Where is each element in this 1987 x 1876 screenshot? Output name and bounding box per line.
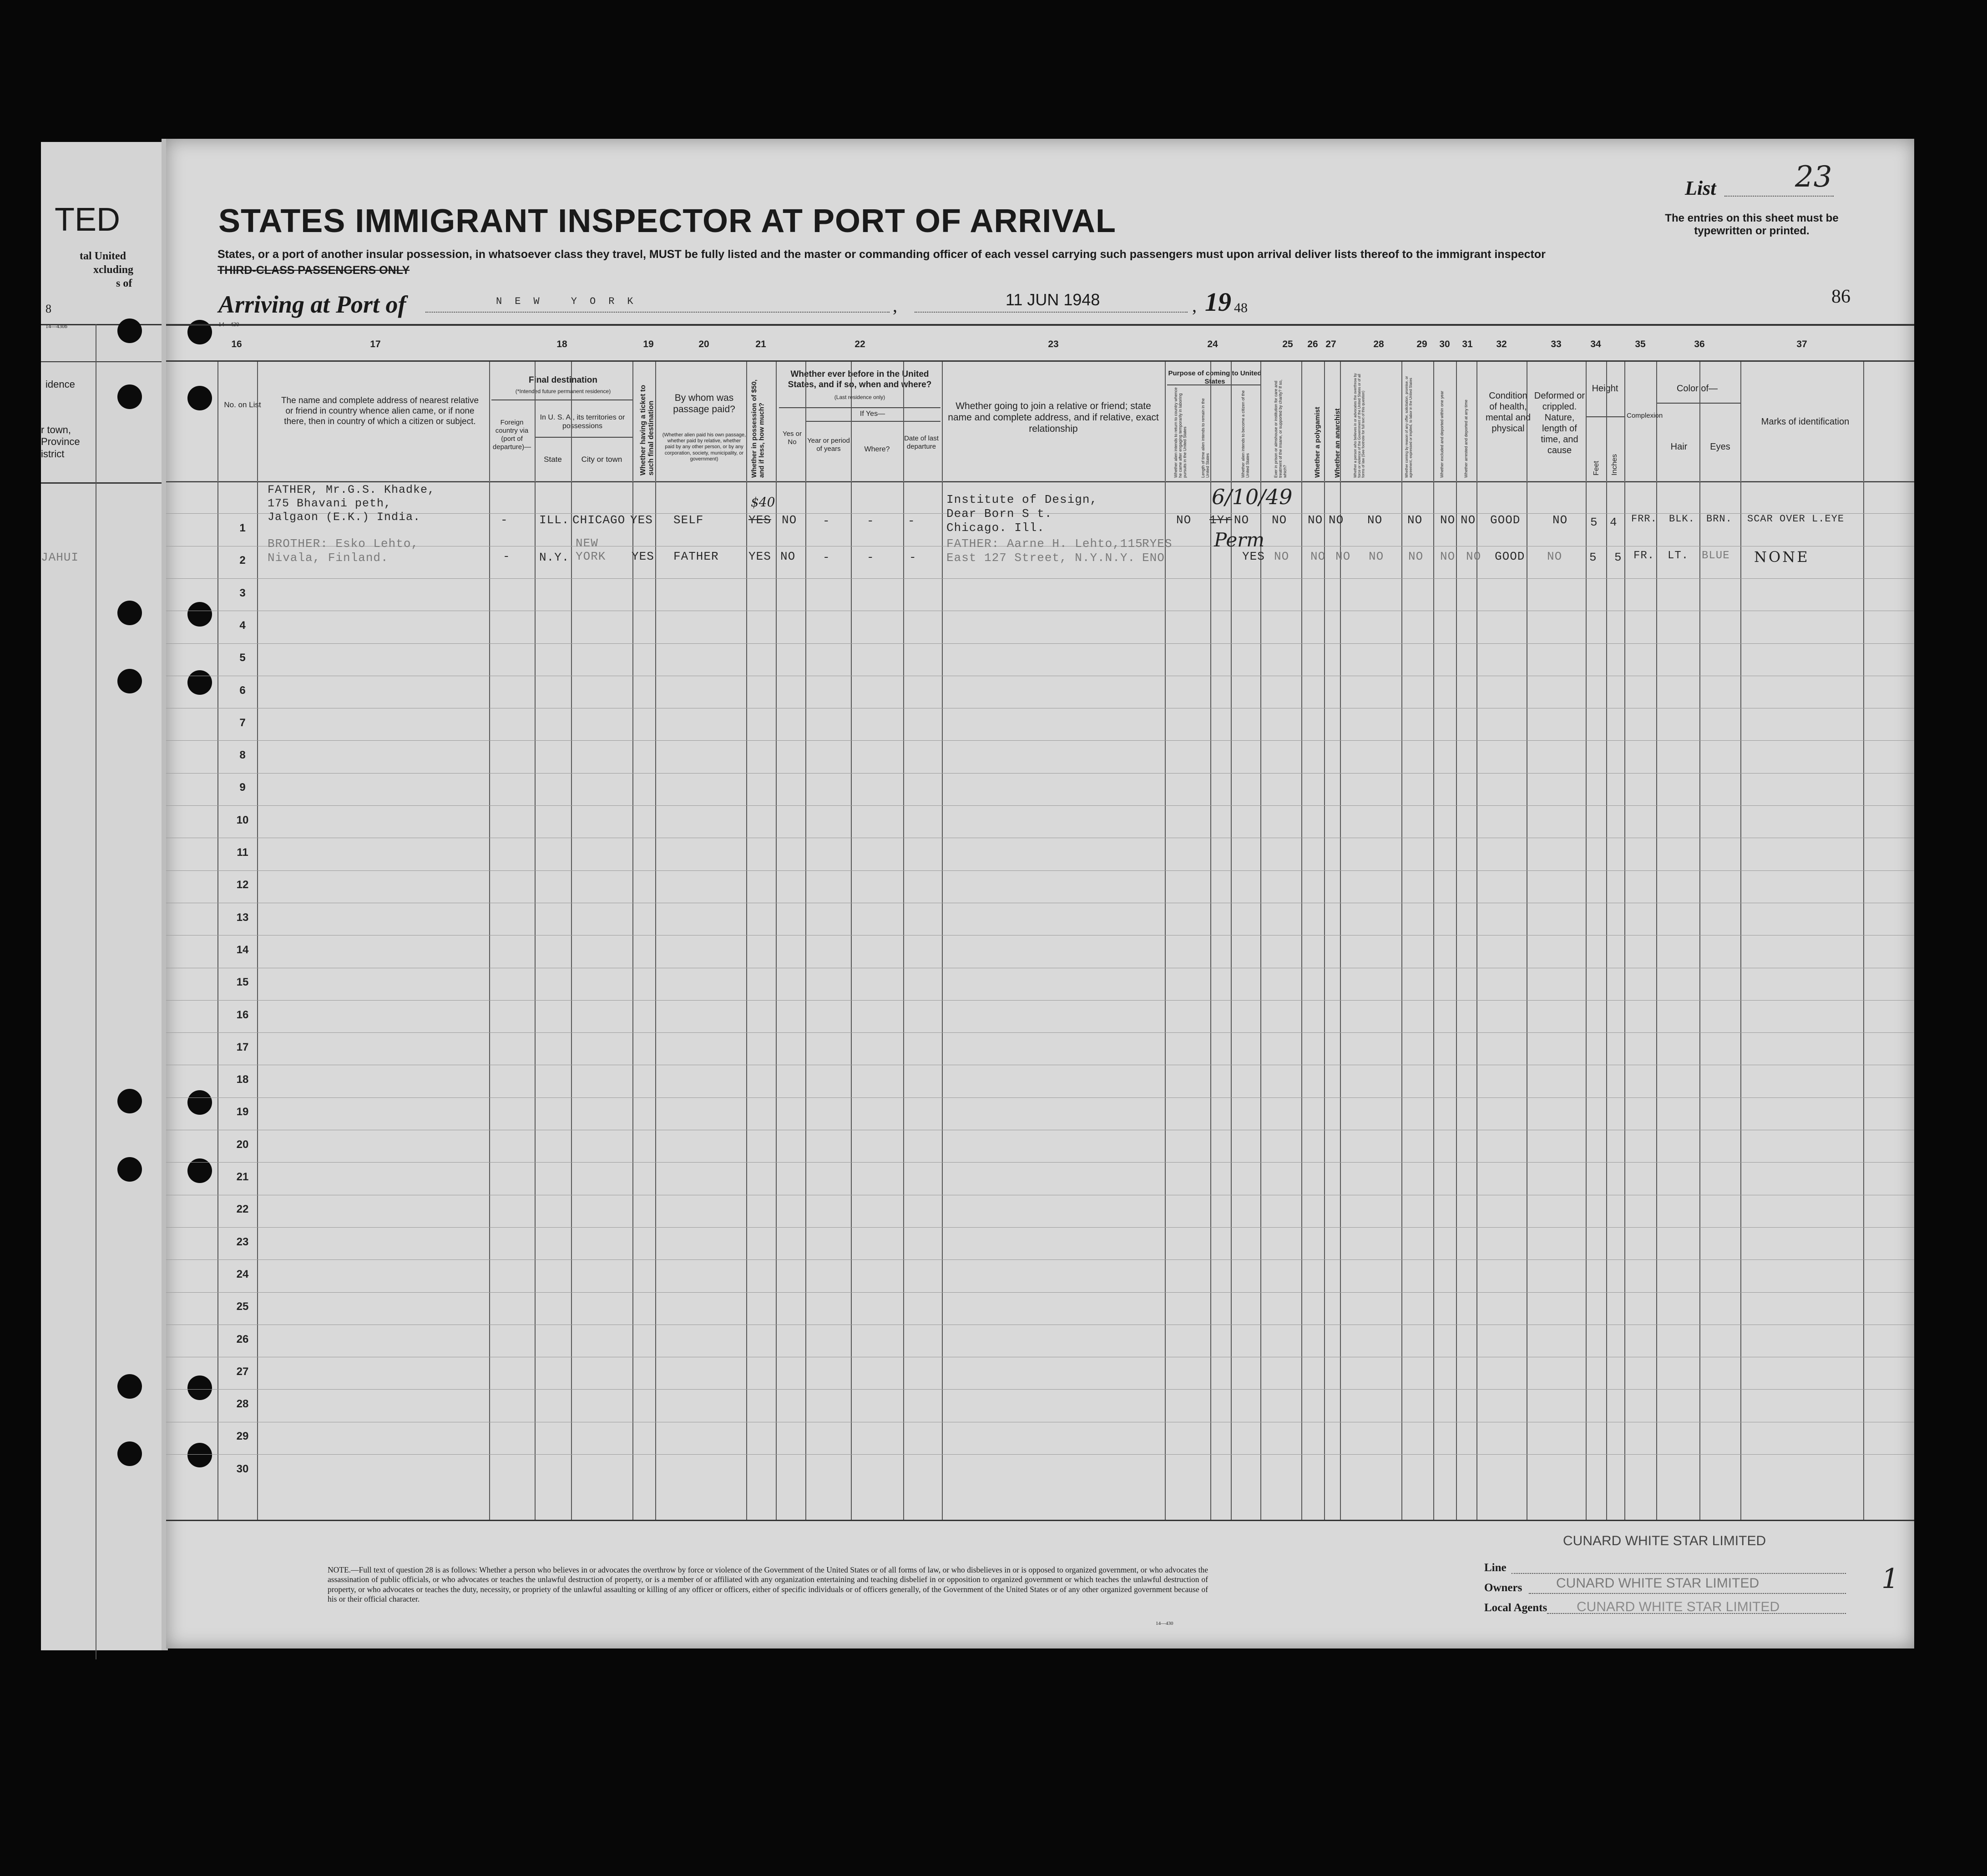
- left-sub: 14—430b: [46, 323, 67, 329]
- column-number: 19: [643, 339, 654, 349]
- row-rule: [166, 1454, 1914, 1455]
- footer-form-code: 14—430: [1156, 1621, 1173, 1626]
- row-number: 30: [236, 1463, 249, 1475]
- header-anarchist: Whether an anarchist: [1334, 408, 1341, 478]
- contract: NO: [1407, 513, 1423, 527]
- column-rule: [1340, 362, 1341, 1520]
- left-rule: [41, 482, 166, 484]
- header-foreign-via: Foreign country via (port of departure)—: [492, 419, 531, 451]
- subheader-rule: [1656, 403, 1740, 404]
- column-number: 23: [1048, 339, 1059, 349]
- subheader-rule: [491, 399, 632, 400]
- column-number: 16: [231, 339, 242, 349]
- column-rule: [1401, 362, 1402, 1520]
- row-number: 18: [236, 1073, 249, 1086]
- deformed: NO: [1547, 550, 1562, 563]
- table-bottom-rule: [166, 1520, 1914, 1521]
- column-number: 32: [1496, 339, 1507, 349]
- left-line1: tal United: [80, 250, 126, 262]
- column-number: 37: [1796, 339, 1807, 349]
- agents-label: Local Agents: [1484, 1602, 1547, 1614]
- row-number: 3: [239, 587, 246, 599]
- header-contract: Whether coming by reason of any offer, solicitation, promise, or agreement, expressed or implied, to labor in the United States: [1405, 376, 1413, 478]
- row-number: 9: [239, 781, 246, 794]
- row-number: 16: [236, 1009, 249, 1021]
- owners-underline: [1529, 1593, 1846, 1594]
- header-color: Color of—: [1676, 384, 1718, 394]
- row-number: 22: [236, 1203, 249, 1215]
- left-title-fragment: TED: [55, 202, 120, 238]
- before-yesno: NO: [780, 550, 796, 563]
- line-stamp: CUNARD WHITE STAR LIMITED: [1563, 1533, 1766, 1548]
- contract: NO: [1408, 550, 1424, 563]
- last-departure: -: [908, 514, 915, 528]
- header-health: Condition of health, mental and physical: [1486, 391, 1531, 434]
- column-number: 26: [1307, 339, 1318, 349]
- hair: BLK.: [1669, 513, 1695, 525]
- row-number: 19: [236, 1106, 249, 1118]
- column-rule: [776, 362, 777, 1520]
- column-rule: [1586, 362, 1587, 1520]
- header-state: State: [544, 455, 562, 464]
- form-subtitle: States, or a port of another insular possession, in whatsoever class they travel, MUST be fully listed and the master or commanding officer of each vessel carrying such passengers must upon arrival deliver lists thereof to the immigrant inspector: [217, 248, 1546, 261]
- punch-hole: [117, 1089, 142, 1113]
- header-where: Where?: [864, 445, 890, 453]
- column-number: 33: [1551, 339, 1562, 349]
- date-line: [915, 312, 1188, 313]
- column-rule: [1456, 362, 1457, 1520]
- left-page-fragment: [41, 142, 166, 1650]
- row-number: 14: [236, 944, 249, 956]
- arrested: NO: [1461, 513, 1476, 527]
- punch-hole: [117, 384, 142, 409]
- left-code: 8: [46, 302, 51, 315]
- arriving-label: Arriving at Port of: [218, 291, 406, 318]
- header-usa: In U. S. A., its territories or possessions: [540, 414, 625, 430]
- column-number: 31: [1462, 339, 1473, 349]
- column-rule: [851, 362, 852, 1520]
- column-number: 36: [1694, 339, 1705, 349]
- header-height: Height: [1592, 384, 1618, 394]
- left-row2-name: JAHUI: [41, 551, 79, 564]
- column-number: 25: [1282, 339, 1293, 349]
- excluded: NO: [1440, 513, 1456, 527]
- header-no-on-list: No. on List: [224, 400, 261, 409]
- header-hair: Hair: [1670, 442, 1688, 452]
- header-ifyes: If Yes—: [860, 410, 885, 418]
- column-rule: [1433, 362, 1434, 1520]
- eyes: BLUE: [1702, 550, 1730, 562]
- owners-label: Owners: [1484, 1582, 1522, 1594]
- foreign-via: -: [503, 550, 511, 563]
- header-deformed: Deformed or crippled. Nature, length of time, and cause: [1534, 391, 1585, 455]
- header-paid-by: By whom was passage paid?: [673, 393, 735, 415]
- row-rule: [166, 1000, 1914, 1001]
- subheader-rule: [1586, 416, 1624, 417]
- row-rule: [166, 1032, 1914, 1033]
- column-number: 35: [1635, 339, 1646, 349]
- column-rule: [571, 362, 572, 1520]
- form-title: STATES IMMIGRANT INSPECTOR AT PORT OF ARRIVAL: [218, 203, 1116, 239]
- row-number: 4: [239, 619, 246, 632]
- purpose-a: NO: [1176, 513, 1192, 527]
- column-rule: [942, 362, 943, 1520]
- row-rule: [166, 870, 1914, 871]
- header-yesno: Yes or No: [783, 430, 802, 446]
- row-number: 12: [236, 879, 249, 891]
- owners-stamp: CUNARD WHITE STAR LIMITED: [1556, 1576, 1759, 1591]
- relative-address: BROTHER: Esko Lehto, Nivala, Finland.: [268, 537, 419, 565]
- row-number: 5: [239, 652, 246, 664]
- row-rule: [166, 773, 1914, 774]
- punch-hole: [117, 1157, 142, 1182]
- anarchist: NO: [1329, 513, 1344, 527]
- header-before-us: Whether ever before in the United States, and if so, when and where?: [788, 369, 932, 389]
- column-rule: [903, 362, 904, 1520]
- height-feet: 5: [1590, 516, 1598, 529]
- paid-by: FATHER: [673, 550, 719, 563]
- punch-hole: [117, 669, 142, 693]
- column-rule: [1324, 362, 1325, 1520]
- column-rule: [257, 362, 258, 1520]
- row-number: 2: [239, 554, 246, 566]
- column-number: 20: [698, 339, 709, 349]
- height-inches: 5: [1614, 551, 1622, 564]
- row-number: 23: [236, 1236, 249, 1248]
- marks: SCAR OVER L.EYE: [1747, 513, 1845, 525]
- years: -: [823, 514, 830, 528]
- height-inches: 4: [1610, 516, 1618, 529]
- complexion: FR.: [1633, 550, 1655, 562]
- header-feet: Feet: [1593, 460, 1600, 475]
- header-inches: Inches: [1611, 454, 1618, 475]
- subheader-rule: [1167, 384, 1260, 385]
- row-rule: [166, 1227, 1914, 1228]
- subheader-rule: [779, 407, 940, 408]
- joining: Institute of Design, Dear Born S t. Chicago. Ill.: [946, 493, 1098, 535]
- paid-by: SELF: [673, 513, 704, 527]
- purpose-a: RYES ENO: [1142, 537, 1173, 565]
- column-rule: [746, 362, 747, 1520]
- row-number: 15: [236, 976, 249, 988]
- where: -: [867, 514, 875, 528]
- polygamist: NO: [1310, 550, 1326, 563]
- header-purpose-a: Whether alien intends to return to country whence he came after engaging temporarily in laboring pursuits in the United States: [1173, 387, 1187, 478]
- column-rule: [1624, 362, 1625, 1520]
- column-rule: [632, 362, 633, 1520]
- arrival-date: 11 JUN 1948: [1006, 290, 1100, 309]
- header-city: City or town: [581, 455, 622, 464]
- column-rule: [655, 362, 656, 1520]
- where: -: [867, 551, 875, 564]
- left-line3: s of: [116, 278, 132, 289]
- header-prison: Ever in prison or almshouse or institution for care and treatment of the insane, or supported by charity? If so, which?: [1274, 379, 1287, 478]
- comma: ,: [1192, 295, 1197, 316]
- comma: ,: [893, 295, 897, 316]
- header-destination-note: (*Intended future permanent residence): [515, 388, 611, 394]
- footnote: NOTE.—Full text of question 28 is as follows: Whether a person who believes in or advocates the overthrow by force or violence of the Government of the United States or of all forms of law, or who disbelieves in or is opposed to organized government, or who advocates the assassination of public officials, or who advocates or teaches the unlawful destruction of property, or is a member of or affiliated with any organization entertaining and teaching disbelief in or opposition to organized government or which teaches the unlawful destruction of property, or who advocates or teaches the duty, necessity, or propriety of the unlawful assaulting or killing of any officer or officers, either of specific individuals or of officers generally, of the Government of the United States or of any other organized government because of his or their official character.: [328, 1565, 1208, 1604]
- row-number: 21: [236, 1171, 249, 1183]
- column-number: 18: [556, 339, 567, 349]
- row-rule: [166, 1259, 1914, 1260]
- header-overthrow: Whether a person who believes in or advocates the overthrow by force or violence of the Government of the United States or of all forms of law (See footnote for full text of this question): [1353, 373, 1365, 478]
- ticket: YES: [630, 513, 653, 527]
- money-amount: $40: [751, 495, 775, 510]
- header-destination: Final destination: [529, 375, 597, 385]
- polygamist: NO: [1308, 513, 1323, 527]
- header-marks: Marks of identification: [1761, 417, 1850, 427]
- list-line: [1724, 196, 1834, 197]
- row-number: 1: [239, 522, 246, 534]
- prison: NO: [1272, 513, 1287, 527]
- year-suffix: 48: [1234, 300, 1248, 315]
- last-departure: -: [909, 551, 917, 564]
- column-number: 34: [1590, 339, 1601, 349]
- purpose-c: NO: [1234, 513, 1249, 527]
- header-relative: The name and complete address of nearest relative or friend in country whence alien came, or if none there, then in country of which a citizen or subject.: [281, 396, 479, 426]
- state: ILL.: [539, 513, 570, 527]
- column-number: 29: [1416, 339, 1427, 349]
- column-rule: [1863, 362, 1864, 1520]
- row-number: 11: [237, 846, 248, 859]
- anarchist: NO: [1335, 550, 1351, 563]
- joining: FATHER: Aarne H. Lehto,115 East 127 Street, N.Y.N.Y.: [946, 537, 1143, 565]
- port-value: NEW YORK: [496, 296, 646, 307]
- form-code-top: 14—430: [218, 321, 239, 328]
- row-rule: [166, 805, 1914, 806]
- row-number: 27: [236, 1365, 249, 1378]
- margin-mark: 1: [1881, 1563, 1899, 1595]
- class-note: THIRD-CLASS PASSENGERS ONLY: [217, 264, 410, 277]
- row-rule: [166, 643, 1914, 644]
- state: N.Y.: [539, 551, 570, 564]
- row-rule: [166, 1292, 1914, 1293]
- left-rule: [41, 324, 166, 325]
- row-number: 29: [236, 1430, 249, 1442]
- line-label: Line: [1484, 1562, 1507, 1574]
- column-number: 27: [1325, 339, 1336, 349]
- table-top-rule: [166, 324, 1914, 326]
- year-prefix: 19: [1205, 287, 1231, 317]
- punch-hole: [117, 1441, 142, 1466]
- header-excluded: Whether excluded and deported within one year: [1440, 390, 1444, 478]
- header-rule: [166, 360, 1914, 362]
- row-number: 26: [236, 1333, 249, 1345]
- city: CHICAGO: [572, 513, 626, 527]
- agents-stamp: CUNARD WHITE STAR LIMITED: [1577, 1599, 1780, 1614]
- list-label: List: [1685, 177, 1716, 199]
- column-number: 21: [755, 339, 766, 349]
- port-line: [425, 312, 890, 313]
- row-rule: [166, 1162, 1914, 1163]
- row-number: 10: [236, 814, 249, 826]
- punch-hole: [117, 1374, 142, 1399]
- header-money: Whether in possession of $50, and if less, how much?: [750, 379, 766, 478]
- column-number: 17: [370, 339, 381, 349]
- header-purpose-b: Length of time alien intends to remain in the United States: [1201, 398, 1210, 478]
- column-rule: [805, 362, 806, 1520]
- purpose-c: YES: [1242, 550, 1265, 563]
- header-ticket: Whether having a ticket to such final destination: [639, 384, 655, 475]
- header-paid-by-note: (Whether alien paid his own passage, whether paid by relative, whether paid by any other person, or by any corporation, society, municipality, or government): [662, 432, 746, 462]
- column-number: 24: [1207, 339, 1218, 349]
- years: -: [823, 551, 830, 564]
- purpose-b-handwritten: 6/10/49: [1212, 485, 1293, 509]
- row-number: 6: [239, 684, 246, 697]
- header-eyes: Eyes: [1710, 442, 1730, 452]
- header-before-us-note: (Last residence only): [834, 394, 885, 400]
- eyes: BRN.: [1706, 513, 1732, 525]
- foreign-via: -: [501, 513, 508, 527]
- column-rule: [489, 362, 490, 1520]
- header-last-departure: Date of last departure: [904, 435, 939, 450]
- row-rule: [166, 740, 1914, 741]
- row-number: 7: [239, 717, 246, 729]
- row-rule: [166, 578, 1914, 579]
- line-underline: [1512, 1573, 1846, 1574]
- hair: LT.: [1668, 550, 1689, 562]
- column-rule: [1165, 362, 1166, 1520]
- column-rule: [1699, 362, 1700, 1520]
- column-number: 30: [1439, 339, 1450, 349]
- row-rule: [166, 1097, 1914, 1098]
- row-rule: [166, 1389, 1914, 1390]
- entries-note: The entries on this sheet must be typewritten or printed.: [1665, 212, 1839, 237]
- purpose-b: 1Yr: [1209, 513, 1232, 527]
- row-number: 28: [236, 1398, 249, 1410]
- punch-hole: [117, 319, 142, 343]
- punch-hole: [117, 601, 142, 625]
- complexion: FRR.: [1631, 513, 1657, 525]
- column-rule: [217, 362, 218, 1520]
- subheader-rule: [535, 437, 632, 438]
- column-rule: [535, 362, 536, 1520]
- overthrow: NO: [1367, 513, 1383, 527]
- header-years: Year or period of years: [807, 437, 850, 453]
- height-feet: 5: [1589, 551, 1597, 564]
- overthrow: NO: [1369, 550, 1384, 563]
- before-yesno: NO: [782, 513, 797, 527]
- page-number: 86: [1831, 286, 1850, 307]
- column-rule: [1210, 362, 1211, 1520]
- health: GOOD: [1490, 513, 1521, 527]
- ticket: YES: [632, 550, 654, 563]
- marks: NONE: [1754, 548, 1810, 566]
- left-rule: [41, 361, 166, 362]
- header-purpose: Purpose of coming to United States: [1168, 369, 1262, 385]
- arrested: NO: [1466, 550, 1481, 563]
- money: YES: [748, 513, 771, 527]
- column-rule: [1656, 362, 1657, 1520]
- left-line2: xcluding: [93, 264, 134, 276]
- subheader-rule: [806, 421, 940, 422]
- row-number: 24: [236, 1268, 249, 1280]
- row-number: 13: [236, 911, 249, 924]
- column-rule: [1606, 362, 1607, 1520]
- left-residence-label: idence: [46, 379, 75, 390]
- header-complexion: Complexion: [1627, 412, 1663, 420]
- relative-address: FATHER, Mr.G.S. Khadke, 175 Bhavani peth, Jalgaon (E.K.) India.: [268, 483, 435, 524]
- row-number: 25: [236, 1300, 249, 1313]
- header-joining: Whether going to join a relative or friend; state name and complete address, and if relative, exact relationship: [948, 401, 1159, 435]
- prison: NO: [1274, 550, 1289, 563]
- row-number: 17: [236, 1041, 249, 1053]
- column-rule: [1476, 362, 1477, 1520]
- health: GOOD: [1495, 550, 1525, 563]
- excluded: NO: [1440, 550, 1456, 563]
- column-number: 22: [854, 339, 865, 349]
- column-rule: [1740, 362, 1741, 1520]
- header-arrested: Whether arrested and deported at any time: [1464, 399, 1468, 478]
- deformed: NO: [1552, 513, 1568, 527]
- header-polygamist: Whether a polygamist: [1314, 407, 1321, 478]
- purpose-b-handwritten: Perm: [1214, 529, 1265, 551]
- column-number: 28: [1373, 339, 1384, 349]
- left-residence-text: r town, Province istrict: [41, 424, 80, 460]
- row-number: 8: [239, 749, 246, 761]
- header-purpose-c: Whether alien intends to become a citizen of the United States: [1241, 390, 1250, 478]
- list-number: 23: [1795, 160, 1832, 194]
- row-number: 20: [236, 1138, 249, 1151]
- money: YES: [748, 550, 771, 563]
- column-rule: [1301, 362, 1302, 1520]
- city: NEW YORK: [576, 536, 606, 563]
